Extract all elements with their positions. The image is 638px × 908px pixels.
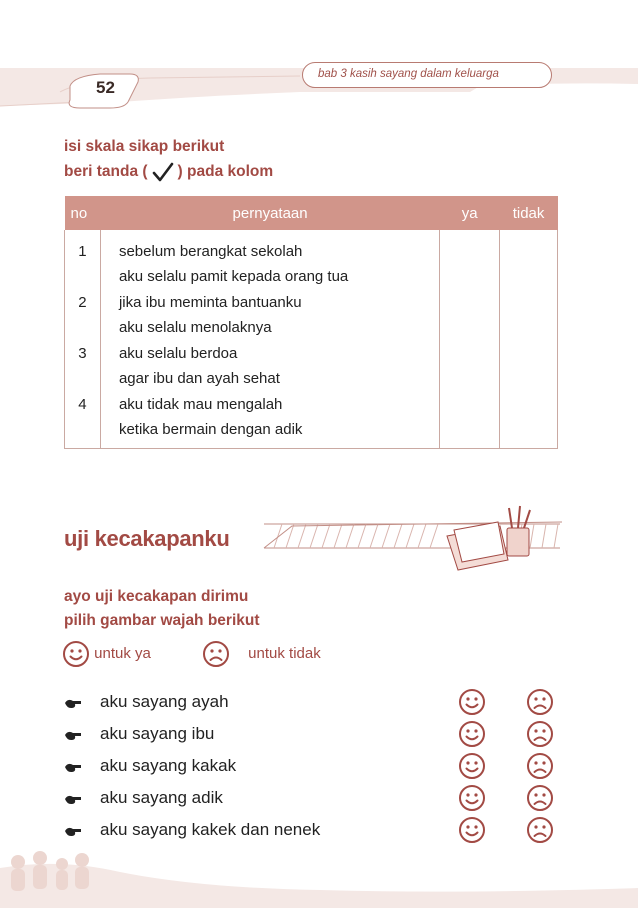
- statement-line: ketika bermain dengan adik: [118, 421, 303, 438]
- sad-face-icon[interactable]: [526, 752, 554, 780]
- legend-happy: [62, 640, 151, 668]
- row-statement: [100, 289, 439, 340]
- no-cell[interactable]: [500, 230, 558, 289]
- hand-pointer-icon: [64, 697, 82, 709]
- page-number: 52: [96, 78, 115, 97]
- row-number: 3: [65, 340, 101, 391]
- item-text: aku sayang kakak: [100, 756, 237, 775]
- yes-cell[interactable]: [440, 340, 500, 391]
- statement-line: sebelum berangkat sekolah: [118, 243, 303, 260]
- yes-cell[interactable]: [440, 391, 500, 449]
- table-row: [65, 230, 558, 289]
- table-row: [65, 340, 558, 391]
- intro-line-2-after: ) pada kolom: [177, 163, 274, 180]
- statement-line: aku selalu berdoa: [118, 345, 238, 362]
- chapter-title: bab 3 kasih sayang dalam keluarga: [318, 68, 499, 80]
- statement-list: [62, 688, 562, 848]
- intro-text: [64, 134, 273, 184]
- list-item: [62, 688, 562, 720]
- header-statement: pernyataan: [100, 196, 439, 230]
- list-item: [62, 752, 562, 784]
- table-row: [65, 289, 558, 340]
- stationery-illustration: [262, 500, 562, 578]
- instructions-line-1: ayo uji kecakapan dirimu: [64, 588, 249, 605]
- no-cell[interactable]: [500, 340, 558, 391]
- hand-pointer-icon: [64, 793, 82, 805]
- sad-face-icon[interactable]: [526, 784, 554, 812]
- yes-cell[interactable]: [440, 230, 500, 289]
- happy-face-icon[interactable]: [458, 752, 486, 780]
- item-text: aku sayang kakek dan nenek: [100, 820, 321, 839]
- happy-face-icon: [62, 640, 90, 668]
- header-no-answer: tidak: [500, 196, 558, 230]
- no-cell[interactable]: [500, 391, 558, 449]
- list-item: [62, 784, 562, 816]
- intro-line-2-before: beri tanda (: [64, 163, 148, 180]
- list-item: [62, 720, 562, 752]
- row-number: 2: [65, 289, 101, 340]
- table-row: [65, 391, 558, 449]
- instructions: [64, 585, 260, 633]
- hand-pointer-icon: [64, 761, 82, 773]
- sad-face-icon[interactable]: [526, 720, 554, 748]
- intro-line-2: [64, 159, 273, 184]
- intro-line-1: isi skala sikap berikut: [64, 138, 225, 155]
- header-yes: ya: [440, 196, 500, 230]
- attitude-scale-table: [64, 196, 558, 449]
- happy-face-icon[interactable]: [458, 784, 486, 812]
- item-text: aku sayang ibu: [100, 724, 215, 743]
- statement-line: aku selalu menolaknya: [118, 319, 272, 336]
- happy-face-icon[interactable]: [458, 720, 486, 748]
- sad-face-icon: [202, 640, 230, 668]
- row-statement: [100, 230, 439, 289]
- legend-sad-label: untuk tidak: [248, 644, 321, 662]
- statement-line: aku selalu pamit kepada orang tua: [118, 268, 349, 285]
- statement-line: agar ibu dan ayah sehat: [118, 370, 280, 387]
- no-cell[interactable]: [500, 289, 558, 340]
- row-number: 1: [65, 230, 101, 289]
- footer-illustration: [0, 828, 638, 908]
- legend-sad: [202, 640, 321, 668]
- item-text: aku sayang adik: [100, 788, 223, 807]
- section-title: uji kecakapanku: [64, 526, 230, 551]
- row-statement: [100, 391, 439, 449]
- instructions-line-2: pilih gambar wajah berikut: [64, 612, 260, 629]
- legend-happy-label: untuk ya: [94, 644, 151, 662]
- statement-line: aku tidak mau mengalah: [118, 396, 283, 413]
- yes-cell[interactable]: [440, 289, 500, 340]
- header-no: no: [65, 196, 101, 230]
- row-statement: [100, 340, 439, 391]
- hand-pointer-icon: [64, 729, 82, 741]
- item-text: aku sayang ayah: [100, 692, 229, 711]
- happy-face-icon[interactable]: [458, 688, 486, 716]
- statement-line: jika ibu meminta bantuanku: [118, 294, 302, 311]
- check-icon: [151, 161, 175, 183]
- sad-face-icon[interactable]: [526, 688, 554, 716]
- table-header-row: [65, 196, 558, 230]
- row-number: 4: [65, 391, 101, 449]
